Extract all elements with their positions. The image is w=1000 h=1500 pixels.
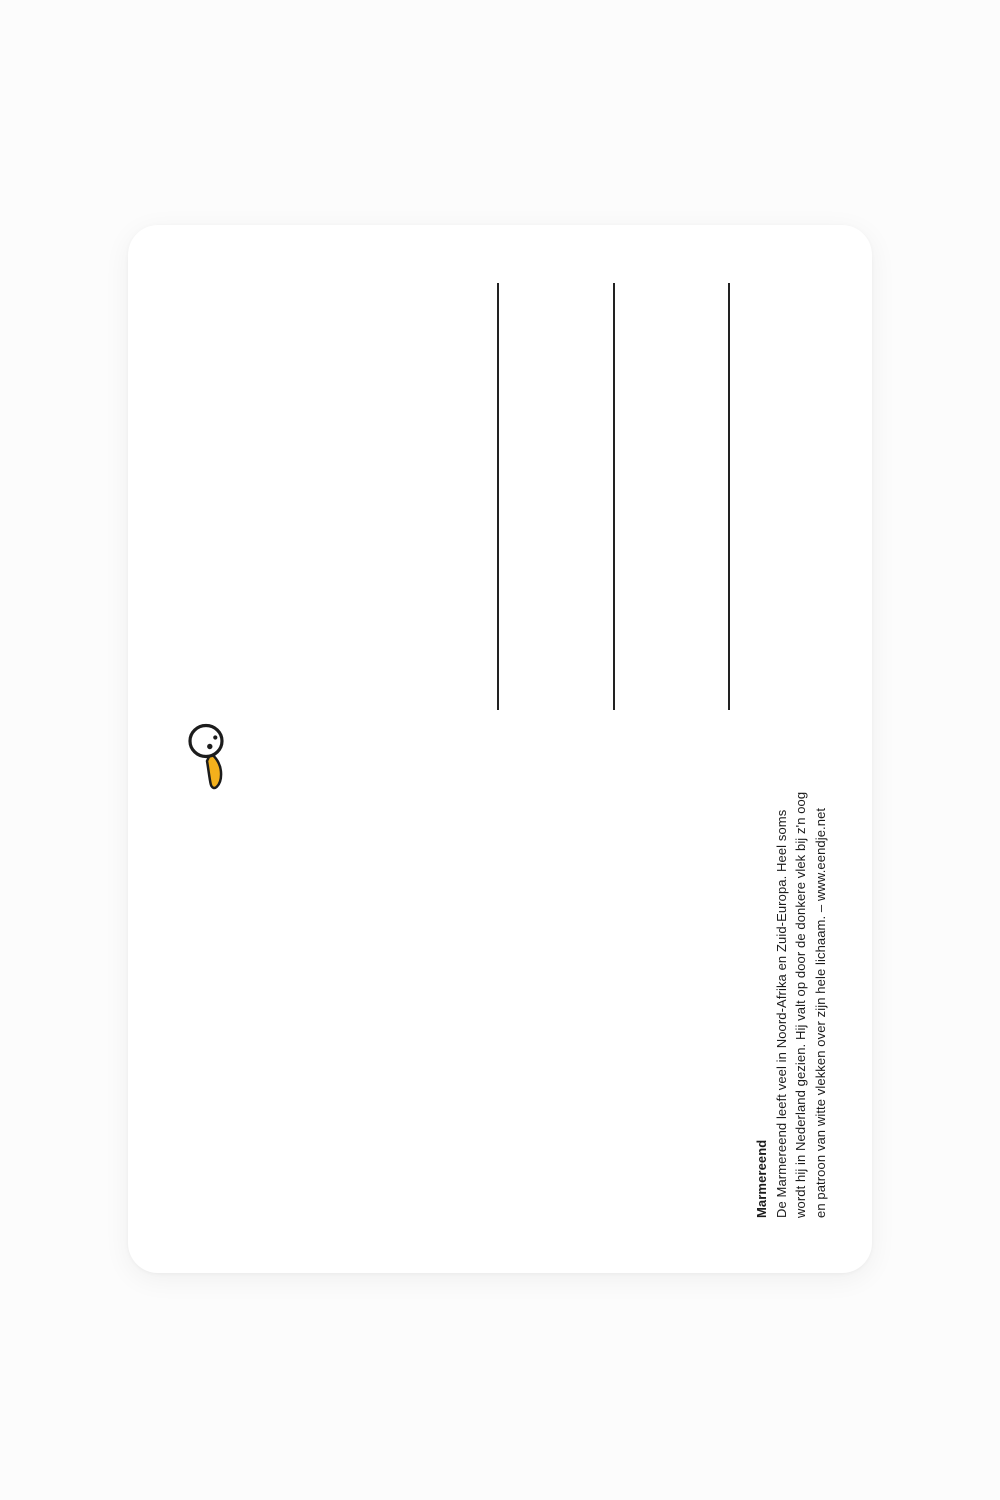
- species-text-line: en patroon van witte vlekken over zijn hele lichaam. – www.eendje.net: [812, 807, 828, 1218]
- address-line: [728, 283, 730, 710]
- address-lines: [497, 283, 730, 710]
- duck-eye: [207, 744, 212, 749]
- postcard: [128, 225, 872, 1273]
- duck-eye: [213, 735, 217, 739]
- species-info: [752, 791, 832, 1218]
- duck-beak: [207, 754, 221, 788]
- species-text-line: wordt hij in Nederland gezien. Hij valt op door de donkere vlek bij z'n oog: [793, 791, 808, 1218]
- address-line: [497, 283, 499, 710]
- duck-icon: [184, 720, 234, 792]
- address-line: [613, 283, 615, 710]
- species-text-line: De Marmereend leeft veel in Noord-Afrika en Zuid-Europa. Heel soms: [773, 809, 789, 1218]
- species-title: Marmereend: [754, 1139, 769, 1218]
- duck-head: [190, 726, 222, 757]
